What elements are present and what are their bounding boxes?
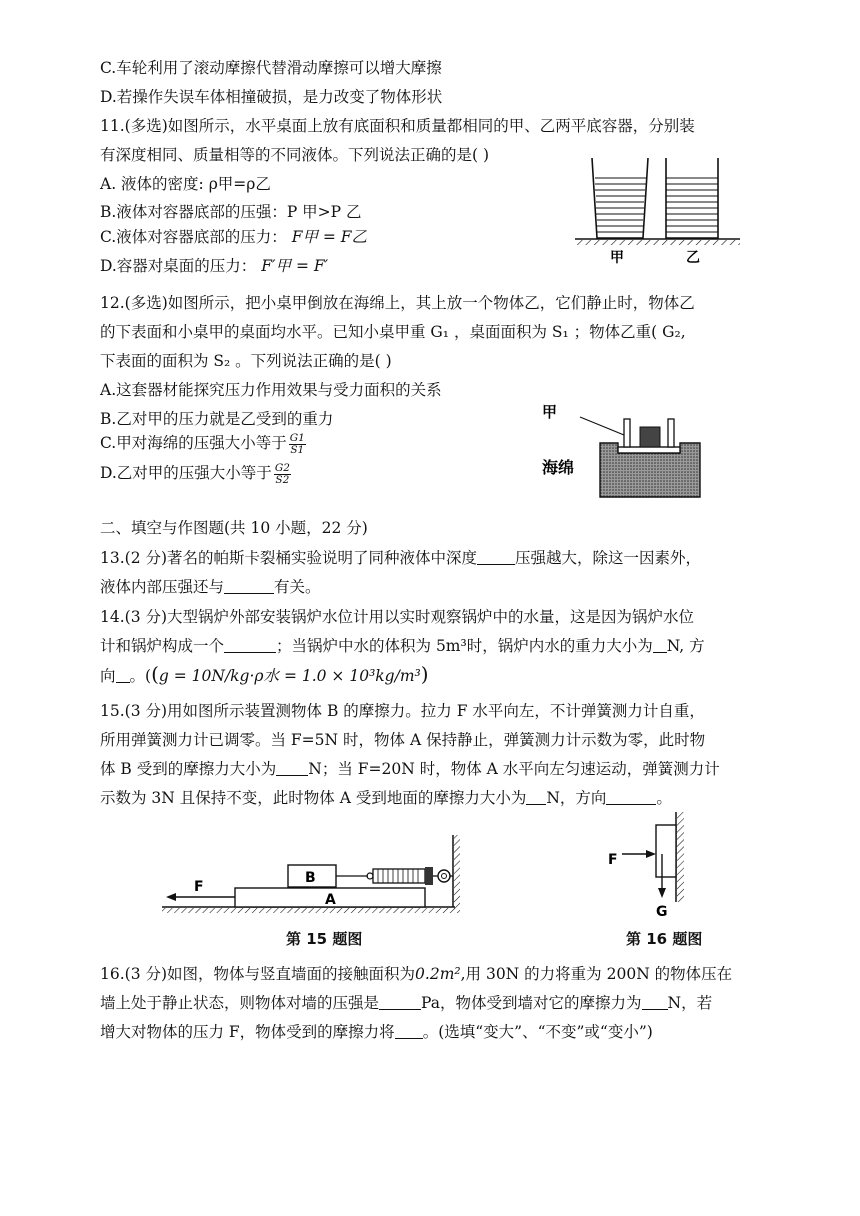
- table-top: [618, 447, 680, 453]
- container-yi: [666, 158, 718, 238]
- q16-text-e: N，若: [667, 994, 713, 1012]
- fraction-denominator: S1: [290, 443, 305, 456]
- q13-line2: [100, 576, 321, 598]
- q14-blank-1[interactable]: [224, 637, 276, 653]
- q12-stem-line1: 12.(多选)如图所示，把小桌甲倒放在海绵上，其上放一个物体乙，它们静止时，物体乙: [100, 294, 695, 312]
- q11-option-c-label: C.液体对容器底部的压力：: [100, 228, 287, 246]
- q15-line3: [100, 758, 720, 780]
- q15-line4: [100, 787, 672, 809]
- q16-text-a: 16.(3 分)如图，物体与竖直墙面的接触面积为: [100, 965, 416, 983]
- q12-option-a: A.这套器材能探究压力作用效果与受力面积的关系: [100, 381, 442, 399]
- label-a: A: [325, 892, 336, 908]
- q12-option-c-fraction: [289, 433, 306, 456]
- q15-line1: 15.(3 分)用如图所示装置测物体 B 的摩擦力。拉力 F 水平向左，不计弹簧测力计自重，: [100, 702, 705, 720]
- fraction-numerator: G1: [289, 431, 305, 444]
- q12-option-c: [100, 432, 306, 456]
- q11-option-d-formula: F′甲 = F′: [261, 257, 329, 275]
- q16-area: 0.2m²: [415, 965, 461, 983]
- q11-option-a: A. 液体的密度: ρ甲=ρ乙: [100, 175, 271, 193]
- q16-line3: [100, 1021, 653, 1043]
- q16-text-g: 。(选填“变大”、“不变”或“变小”): [422, 1023, 653, 1041]
- q14-text-d: 向: [100, 667, 116, 685]
- q14-text-e: 。(: [129, 667, 152, 685]
- q16-text-d: Pa，物体受到墙对它的摩擦力为: [421, 994, 642, 1012]
- q14-line2: [100, 635, 705, 657]
- q12-option-d-fraction: [274, 463, 291, 486]
- label-f: F: [194, 879, 204, 895]
- container-jia: [592, 158, 648, 238]
- label-jia: 甲: [610, 250, 624, 266]
- q16-caption: 第 16 题图: [626, 930, 703, 948]
- q15-text-a: 体 B 受到的摩擦力大小为: [100, 760, 277, 778]
- label-b: B: [305, 870, 316, 886]
- q15-text-e: 。: [656, 789, 672, 807]
- q16-figure: [600, 810, 700, 920]
- q14-text-a: 计和锅炉构成一个: [100, 637, 225, 655]
- q15-text-d: N，方向: [546, 789, 607, 807]
- q15-text-c: 示数为 3N 且保持不变，此时物体 A 受到地面的摩擦力大小为: [100, 789, 527, 807]
- label-f: F: [608, 852, 618, 868]
- fraction-denominator: S2: [275, 473, 290, 486]
- q12-option-d: [100, 462, 291, 486]
- q14-blank-3[interactable]: [116, 667, 130, 683]
- object-yi: [640, 427, 660, 447]
- object-block: [656, 825, 676, 877]
- q15-blank-2[interactable]: [526, 789, 546, 805]
- q12-option-c-label: C.甲对海绵的压强大小等于: [100, 434, 287, 452]
- q14-text-c: N, 方: [666, 637, 705, 655]
- label-sponge: 海绵: [542, 458, 575, 477]
- fraction-numerator: G2: [274, 461, 290, 474]
- q14-line3: [100, 663, 429, 687]
- label-table-jia: 甲: [542, 403, 558, 421]
- q13-text-d: 有关。: [274, 578, 321, 596]
- label-yi: 乙: [686, 250, 700, 266]
- q11-stem-line1: 11.(多选)如图所示，水平桌面上放有底面积和质量都相同的甲、乙两平底容器，分别装: [100, 117, 695, 135]
- spring-scale: [336, 867, 453, 885]
- q13-text-c: 液体内部压强还与: [100, 578, 225, 596]
- q14-formula: g = 10N/kg·ρ水 = 1.0 × 10³kg/m³: [158, 667, 421, 685]
- paren-close: ): [420, 662, 429, 686]
- q11-option-c-formula: F甲 = F乙: [291, 228, 368, 246]
- section-heading: 二、填空与作图题(共 10 小题，22 分): [100, 519, 368, 537]
- q11-option-d: [100, 255, 328, 277]
- q10-option-c: C.车轮利用了滚动摩擦代替滑动摩擦可以增大摩擦: [100, 59, 442, 77]
- q15-blank-1[interactable]: [276, 760, 308, 776]
- q13-line1: [100, 547, 701, 569]
- q15-caption: 第 15 题图: [286, 930, 363, 948]
- q15-blank-3[interactable]: [606, 789, 656, 805]
- label-g: G: [656, 904, 668, 920]
- q12-stem-line3: 下表面的面积为 S₂ 。下列说法正确的是( ): [100, 352, 392, 370]
- q16-blank-2[interactable]: [642, 994, 668, 1010]
- q10-option-d: D.若操作失误车体相撞破损，是力改变了物体形状: [100, 88, 443, 106]
- q11-option-b: B.液体对容器底部的压强：P 甲>P 乙: [100, 203, 362, 221]
- q14-blank-2[interactable]: [653, 637, 667, 653]
- q15-line2: 所用弹簧测力计已调零。当 F=5N 时，物体 A 保持静止，弹簧测力计示数为零，此时物: [100, 731, 706, 749]
- q12-option-b: B.乙对甲的压力就是乙受到的重力: [100, 410, 334, 428]
- q16-blank-3[interactable]: [395, 1023, 423, 1039]
- q13-blank-1[interactable]: [477, 549, 515, 565]
- q15-text-b: N；当 F=20N 时，物体 A 水平向左匀速运动，弹簧测力计: [308, 760, 720, 778]
- q12-stem-line2: 的下表面和小桌甲的桌面均水平。已知小桌甲重 G₁ ，桌面面积为 S₁ ；物体乙重( G₂,: [100, 323, 686, 341]
- q11-containers-figure: [570, 150, 750, 265]
- q11-stem-line2: 有深度相同、质量相等的不同液体。下列说法正确的是( ): [100, 146, 490, 164]
- q14-text-b: ；当锅炉中水的体积为 5m³时，锅炉内水的重力大小为: [276, 637, 653, 655]
- q11-option-c: [100, 226, 367, 248]
- q12-table-sponge-figure: [540, 405, 710, 500]
- q16-text-f: 增大对物体的压力 F，物体受到的摩擦力将: [100, 1023, 395, 1041]
- q16-text-b: ,用 30N 的力将重为 200N 的物体压在: [460, 965, 733, 983]
- q15-figure: [160, 835, 470, 920]
- q16-blank-1[interactable]: [379, 994, 421, 1010]
- q12-option-d-label: D.乙对甲的压强大小等于: [100, 464, 272, 482]
- q16-line2: [100, 992, 712, 1014]
- q13-blank-2[interactable]: [224, 578, 274, 594]
- q11-option-d-label: D.容器对桌面的压力：: [100, 257, 257, 275]
- q13-text-a: 13.(2 分)著名的帕斯卡裂桶实验说明了同种液体中深度: [100, 549, 478, 567]
- q13-text-b: 压强越大，除这一因素外，: [515, 549, 702, 567]
- paren-open: (: [151, 662, 159, 686]
- q16-line1: [100, 963, 732, 985]
- q16-text-c: 墙上处于静止状态，则物体对墙的压强是: [100, 994, 380, 1012]
- q14-line1: 14.(3 分)大型锅炉外部安装锅炉水位计用以实时观察锅炉中的水量，这是因为锅炉水位: [100, 608, 695, 626]
